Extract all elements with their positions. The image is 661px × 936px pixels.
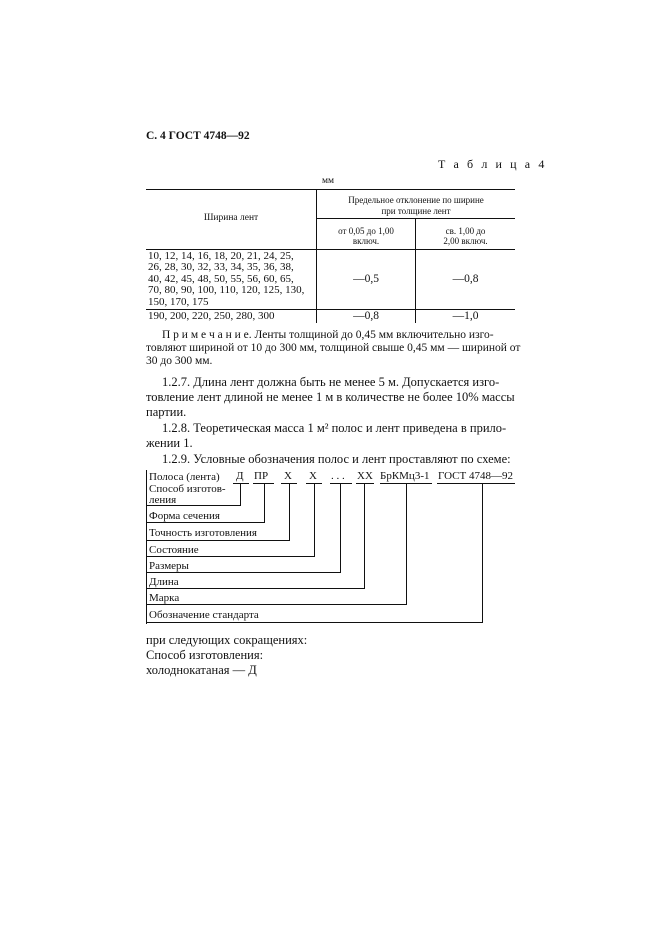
table-4 xyxy=(146,189,515,323)
label-length: Длина xyxy=(149,576,179,588)
para-1-2-7-line3: партии. xyxy=(146,405,187,419)
abbrev-intro: при следующих сокращениях: xyxy=(146,633,308,647)
label-grade: Марка xyxy=(149,592,180,604)
scheme-rule-length xyxy=(146,588,365,589)
row2-dev2: —1,0 xyxy=(452,310,479,322)
label-method-1: Способ изготов- xyxy=(149,483,226,495)
scheme-left-rule xyxy=(146,470,147,624)
label-accuracy: Точность изготовления xyxy=(149,527,257,539)
row1-widths-line: 150, 170, 175 xyxy=(148,295,209,308)
label-standard: Обозначение стандарта xyxy=(149,609,259,621)
subheader-1-line1: от 0,05 до 1,00 xyxy=(338,226,394,236)
scheme-drop-pr xyxy=(264,483,265,522)
table-note-line2: товляют шириной от 10 до 300 мм, толщиной свыше 0,45 мм — шириной от xyxy=(146,342,521,354)
label-strip: Полоса (лента) xyxy=(149,471,220,483)
para-1-2-7-line1: 1.2.7. Длина лент должна быть не менее 5 м. Допускается изго- xyxy=(162,375,500,389)
header-deviation-line1: Предельное отклонение по ширине xyxy=(348,195,484,205)
code-d: Д xyxy=(236,470,244,482)
row2-widths: 190, 200, 220, 250, 280, 300 xyxy=(148,310,275,322)
page-header: С. 4 ГОСТ 4748—92 xyxy=(146,130,250,142)
table-title: Т а б л и ц а 4 xyxy=(438,157,547,171)
code-x1: Х xyxy=(284,470,292,482)
table-unit: мм xyxy=(322,176,335,186)
row1-widths-line: 26, 28, 30, 32, 33, 34, 35, 36, 38, xyxy=(148,261,294,274)
scheme-drop-x1 xyxy=(289,483,290,540)
scheme-rule-state xyxy=(146,556,315,557)
scheme-rule-accuracy xyxy=(146,540,290,541)
code-underline xyxy=(233,483,249,484)
header-deviation-line2: при толщине лент xyxy=(381,206,451,216)
scheme-rule-standard xyxy=(146,622,483,623)
code-dots: . . . xyxy=(331,470,345,482)
scheme-drop-dots xyxy=(340,483,341,572)
scheme-drop-grade xyxy=(406,483,407,604)
code-underline xyxy=(356,483,374,484)
row1-dev1: —0,5 xyxy=(353,273,379,285)
abbrev-cold-rolled: холоднокатаная — Д xyxy=(146,663,257,677)
label-section: Форма сечения xyxy=(149,510,220,522)
scheme-rule-section xyxy=(146,522,265,523)
code-underline xyxy=(437,483,515,484)
para-1-2-7-line2: товление лент длиной не менее 1 м в количестве не более 10% массы xyxy=(146,390,515,404)
code-x2: Х xyxy=(309,470,317,482)
scheme-rule-grade xyxy=(146,604,407,605)
subheader-1-line2: включ. xyxy=(352,236,380,246)
para-1-2-9: 1.2.9. Условные обозначения полос и лент проставляют по схеме: xyxy=(162,452,511,466)
code-standard: ГОСТ 4748—92 xyxy=(438,470,513,482)
subheader-2-line2: 2,00 включ. xyxy=(443,236,488,246)
header-width: Ширина лент xyxy=(203,213,259,223)
row1-widths-line: 70, 80, 90, 100, 110, 120, 125, 130, xyxy=(148,284,305,297)
code-grade: БрКМц3-1 xyxy=(380,470,430,482)
row1-widths xyxy=(148,251,304,308)
row1-dev2: —0,8 xyxy=(452,273,479,285)
label-method-2: ления xyxy=(149,494,177,506)
scheme-rule-size xyxy=(146,572,341,573)
subheader-2-line1: св. 1,00 до xyxy=(445,226,486,236)
label-state: Состояние xyxy=(149,544,199,556)
table-top-rule xyxy=(146,189,515,190)
row1-widths-line: 10, 12, 14, 16, 18, 20, 21, 24, 25, xyxy=(148,250,294,262)
para-1-2-8-line1: 1.2.8. Теоретическая масса 1 м² полос и лент приведена в прило- xyxy=(162,421,507,435)
code-underline xyxy=(330,483,352,484)
scheme-drop-x2 xyxy=(314,483,315,556)
abbrev-method-heading: Способ изготовления: xyxy=(146,648,264,662)
scheme-drop-d xyxy=(240,483,241,505)
row2-dev1: —0,8 xyxy=(353,310,379,322)
para-1-2-8-line2: жении 1. xyxy=(146,436,193,450)
row1-widths-line: 40, 42, 45, 48, 50, 55, 56, 60, 65, xyxy=(148,272,294,285)
scheme-drop-standard xyxy=(482,483,483,622)
table-note-line1: П р и м е ч а н и е. Ленты толщиной до 0,45 мм включительно изго- xyxy=(162,329,494,341)
code-pr: ПР xyxy=(254,470,269,482)
label-size: Размеры xyxy=(149,560,189,572)
table-note-line3: 30 до 300 мм. xyxy=(146,355,213,367)
code-xx: ХХ xyxy=(357,470,373,482)
scheme-drop-xx xyxy=(364,483,365,588)
